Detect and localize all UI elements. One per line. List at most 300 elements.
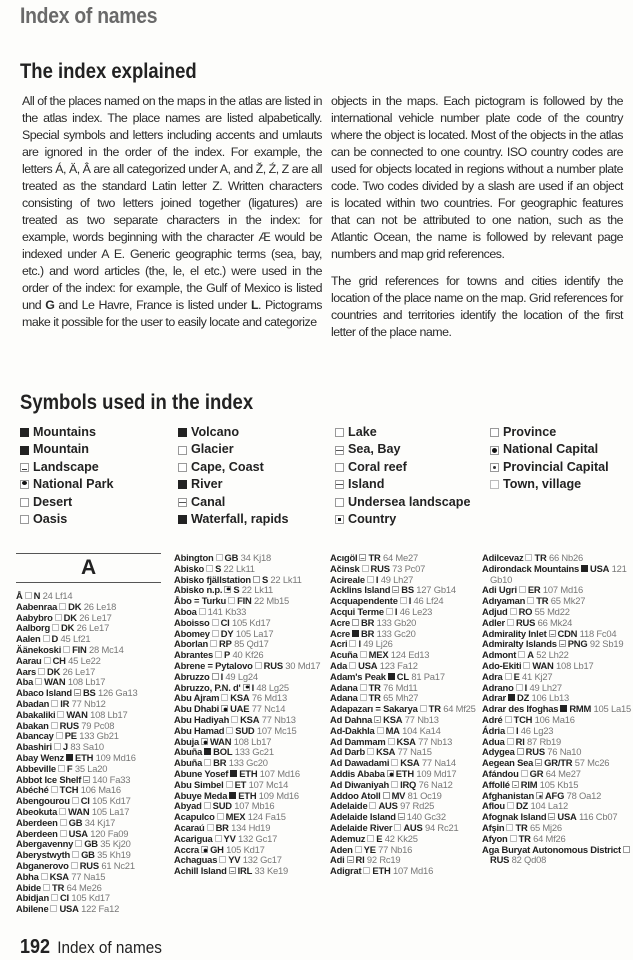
- sea-icon: [83, 776, 90, 783]
- grid-reference: 105 Kb15: [539, 778, 579, 790]
- country-code: KSA: [230, 692, 250, 704]
- entry-name: Abuja: [174, 735, 200, 747]
- grid-reference: 134 Hd19: [231, 821, 271, 833]
- desert-icon: [20, 498, 29, 507]
- country-code: I: [524, 681, 528, 693]
- symbols-column: [490, 424, 609, 494]
- country-code: TCH: [513, 713, 533, 725]
- symbol-glacier: [178, 441, 289, 458]
- country-code: BS: [401, 584, 414, 596]
- entry-name: Achill Island: [174, 865, 227, 877]
- entry-name: Abrene = Pytalovo: [174, 659, 253, 671]
- town-icon: [369, 802, 376, 809]
- entry-name: Åbo = Turku: [174, 595, 227, 607]
- symbol-town: [490, 476, 609, 493]
- country-code: BS: [82, 687, 96, 699]
- symbol-landscape: [20, 459, 114, 476]
- grid-reference: 22 Mb15: [253, 595, 290, 607]
- entry-name: Abilene: [16, 903, 49, 915]
- grid-reference: 133 Gc21: [234, 746, 274, 758]
- entry-name: Aba: [16, 676, 34, 688]
- grid-reference: 49 Lh27: [380, 573, 414, 585]
- grid-reference: 77 Nb13: [418, 735, 453, 747]
- index-letter-heading: A: [16, 553, 161, 583]
- symbol-canal: [178, 494, 289, 511]
- entry-name: Abadan: [16, 697, 50, 709]
- town-icon: [367, 748, 374, 755]
- province-icon: [352, 619, 359, 626]
- entry-name: Adjud: [482, 605, 508, 617]
- entry-name: Abisko: [174, 562, 205, 574]
- country-code: GB: [68, 816, 83, 828]
- entry-name: Ad Darb: [330, 746, 366, 758]
- symbol-label: Province: [503, 425, 557, 439]
- country-code: RUS: [515, 616, 536, 628]
- symbol-label: Lake: [348, 425, 377, 439]
- grid-reference: 65 Mk27: [550, 595, 586, 607]
- island-icon: [347, 856, 354, 863]
- country-code: S: [215, 562, 222, 574]
- grid-reference: 82 Qd08: [511, 854, 547, 866]
- symbol-label: Desert: [33, 494, 73, 509]
- town-icon: [60, 819, 67, 826]
- grid-reference: 64 Mf25: [443, 703, 476, 715]
- entry-name: Adrar des Ifoghas: [482, 703, 559, 715]
- country-code: RI: [355, 854, 365, 866]
- entry-name: Aberdeen: [16, 827, 58, 839]
- symbol-island: [335, 476, 471, 493]
- symbol-national-park: [20, 476, 114, 493]
- town-icon: [349, 662, 356, 669]
- national-capital-icon: [201, 738, 208, 745]
- entry-name: Adelaide Island: [330, 811, 396, 823]
- entry-name: Adilcevaz: [482, 552, 524, 563]
- entry-name: Acireale: [330, 573, 365, 585]
- grid-reference: 140 Gc32: [406, 811, 446, 823]
- bold-letter: G: [45, 298, 55, 312]
- symbol-label: Coral reef: [348, 459, 407, 474]
- symbol-desert: [20, 494, 114, 511]
- grid-reference: 33 Ke19: [254, 865, 289, 877]
- sea-icon: [535, 759, 542, 766]
- symbol-lake: [335, 424, 471, 441]
- entry-name: Abington: [174, 552, 214, 563]
- grid-reference: 133 Gb21: [79, 730, 119, 742]
- sea-icon: [359, 554, 366, 561]
- country-code: RUS: [79, 859, 99, 871]
- mountains-icon: [20, 428, 29, 437]
- town-icon: [217, 813, 224, 820]
- country-code: RUS: [263, 659, 283, 671]
- entry-name: Adirondack Mountains: [482, 562, 580, 574]
- entry-name: Aflou: [482, 800, 505, 812]
- grid-reference: 64 Me27: [382, 552, 419, 563]
- town-icon: [51, 786, 58, 793]
- island-icon: [392, 586, 399, 593]
- landscape-icon: [20, 463, 29, 472]
- country-code: ER: [527, 584, 541, 596]
- town-icon: [57, 711, 64, 718]
- country-code: TR: [515, 821, 528, 833]
- country-code: I: [375, 573, 379, 585]
- text: All of the places named on the maps in the atlas are listed in the atlas index. The place names are listed alpabetically. Special symbols and letters including accents and umlauts are ignored in the order of the index. For example, the letters Á, Ä, Â are all categorized under A, and Ž, Ź, Z are all treated as the standard Latin letter Z. Written characters consisting of two letters joined together (ligatures) are treated as two separate characters in the index: for example, words beginning with the character Æ would be indexed under A E. Generic geographic terms (sea, bay, etc.) and word articles (the, le, el etc.) were used in the order of the index: for example, the Gulf of Mexico is listed und: [22, 94, 322, 312]
- country-code: ETH: [75, 751, 94, 763]
- town-icon: [219, 856, 226, 863]
- country-code: UAE: [230, 703, 250, 715]
- grid-reference: 140 Fa33: [92, 773, 131, 785]
- entry-name: Abu Ajram: [174, 692, 220, 704]
- country-code: CL: [396, 670, 409, 682]
- province-icon: [623, 846, 630, 853]
- entry-name: Abomey: [174, 627, 210, 639]
- grid-reference: 77 Na14: [421, 757, 456, 769]
- grid-reference: 141 Kb33: [207, 605, 247, 617]
- grid-reference: 124 Fa15: [247, 811, 286, 823]
- grid-reference: 66 Nb26: [548, 552, 584, 563]
- town-icon: [525, 554, 532, 561]
- entry-name: Aars: [16, 665, 37, 677]
- town-icon: [71, 862, 78, 869]
- landscape-icon: [374, 716, 381, 723]
- town-icon: [72, 851, 79, 858]
- town-icon: [349, 640, 356, 647]
- symbol-label: Waterfall, rapids: [191, 512, 289, 527]
- grid-reference: 81 Pa17: [411, 670, 445, 682]
- symbol-mountain: [20, 441, 114, 458]
- country-code: TR: [428, 703, 441, 715]
- country-code: AFG: [544, 789, 565, 801]
- town-icon: [52, 624, 59, 631]
- country-code: ETH: [239, 767, 258, 779]
- grid-reference: 107 Mb16: [234, 800, 275, 812]
- town-icon: [206, 565, 213, 572]
- lake-icon: [335, 428, 344, 437]
- country-code: IR: [60, 697, 70, 709]
- country-code: CI: [59, 892, 69, 904]
- country-code: GR/TR: [544, 757, 573, 769]
- grid-reference: 83 Sa10: [70, 741, 104, 753]
- town-icon: [506, 824, 513, 831]
- entry-name: Abakaliki: [16, 708, 56, 720]
- grid-reference: 85 Qd17: [234, 638, 269, 650]
- symbol-province: [490, 424, 609, 441]
- grid-reference: 28 Mc14: [89, 643, 124, 655]
- town-icon: [60, 830, 67, 837]
- river-icon: [204, 748, 211, 755]
- entry-name: Ad-Dakhla: [330, 724, 375, 736]
- grid-reference: 104 Ka14: [402, 724, 441, 736]
- symbol-river: [178, 476, 289, 493]
- entry-name: Å: [16, 590, 23, 601]
- town-icon: [521, 770, 528, 777]
- index-column: [482, 553, 633, 866]
- town-icon: [35, 678, 42, 685]
- entry-name: Adler: [482, 616, 505, 628]
- country-code: CH: [52, 654, 66, 666]
- symbol-label: Volcano: [191, 425, 240, 439]
- entry-name: Adrano: [482, 681, 514, 693]
- entry-name: Ado-Ekiti: [482, 659, 522, 671]
- index-column: [174, 553, 327, 877]
- country-code: KSA: [383, 713, 403, 725]
- town-icon: [255, 662, 262, 669]
- grid-reference: 35 La20: [74, 762, 108, 774]
- country-code: RIM: [520, 778, 538, 790]
- mountain-icon: [388, 673, 395, 680]
- country-code: N: [33, 590, 41, 601]
- explained-paragraph: [22, 93, 322, 331]
- country-code: CI: [220, 616, 230, 628]
- town-icon: [510, 608, 517, 615]
- national-park-icon: [224, 586, 231, 593]
- town-icon: [212, 619, 219, 626]
- page-footer: [20, 936, 162, 959]
- town-icon: [391, 759, 398, 766]
- grid-reference: 107 Md16: [542, 584, 583, 596]
- country-code: TR: [518, 832, 531, 844]
- mountain-icon: [508, 694, 515, 701]
- symbol-label: River: [191, 477, 223, 492]
- entry-name: Aalborg: [16, 622, 51, 634]
- entry-name: Acarigua: [174, 832, 213, 844]
- town-icon: [51, 700, 58, 707]
- country-code: YE: [363, 843, 376, 855]
- grid-reference: 77 Nc14: [251, 703, 286, 715]
- entry-name: Abakan: [16, 719, 49, 731]
- grid-reference: 34 Kj17: [84, 816, 116, 828]
- grid-reference: 42 Kk25: [384, 832, 418, 844]
- national-capital-icon: [490, 446, 499, 455]
- entry-name: Abeokuta: [16, 805, 58, 817]
- canal-icon: [178, 498, 187, 507]
- entry-name: Abruzzo: [174, 670, 210, 682]
- country-code: RUS: [370, 562, 390, 574]
- town-icon: [228, 597, 235, 604]
- town-icon: [507, 619, 514, 626]
- town-icon: [516, 684, 523, 691]
- town-icon: [215, 835, 222, 842]
- entry-name: Ada: [330, 659, 348, 671]
- country-code: MA: [385, 724, 400, 736]
- symbol-oasis: [20, 511, 114, 528]
- grid-reference: 107 Md16: [392, 865, 434, 877]
- town-icon: [204, 802, 211, 809]
- grid-reference: 109 Md16: [258, 789, 299, 801]
- grid-reference: 22 Lk11: [241, 584, 274, 596]
- country-code: WAN: [532, 659, 554, 671]
- country-code: KSA: [240, 713, 260, 725]
- grid-reference: 65 Mj26: [529, 821, 562, 833]
- symbol-provincial-capital: [490, 459, 609, 476]
- grid-reference: 26 Le18: [83, 600, 117, 612]
- symbol-label: Town, village: [503, 477, 582, 492]
- index-column: [16, 553, 169, 915]
- grid-reference: 92 Sb19: [589, 638, 624, 650]
- entry-name: Admiralty Islands: [482, 638, 557, 650]
- entry-name: Afşin: [482, 821, 505, 833]
- grid-reference: 46 Lf24: [413, 595, 444, 607]
- explained-right-column: [331, 93, 623, 351]
- country-code: F: [66, 762, 73, 774]
- entry-name: Ad Dahna: [330, 713, 373, 725]
- country-code: TR: [368, 552, 381, 563]
- town-icon: [386, 608, 393, 615]
- river-icon: [352, 630, 359, 637]
- grid-reference: 49 Lh27: [529, 681, 562, 693]
- entry-name: Abrantes: [174, 649, 214, 661]
- town-icon: [59, 603, 66, 610]
- town-icon: [355, 846, 362, 853]
- town-icon: [367, 576, 374, 583]
- grid-reference: 132 Gc17: [238, 832, 278, 844]
- country-code: DK: [63, 611, 77, 623]
- country-code: I: [251, 681, 254, 693]
- national-capital-icon: [221, 705, 228, 712]
- grid-reference: 133 Gc20: [376, 627, 416, 639]
- entry-name: Abbeville: [16, 762, 56, 774]
- grid-reference: 61 Nc21: [101, 859, 135, 871]
- bold-letter: L: [250, 298, 259, 312]
- country-code: I: [394, 605, 398, 617]
- country-code: ETH: [395, 767, 414, 779]
- symbol-label: Country: [348, 512, 397, 527]
- symbol-label: Provincial Capital: [503, 459, 609, 474]
- symbol-label: Cape, Coast: [191, 459, 264, 474]
- town-icon: [207, 824, 214, 831]
- mountain-icon: [20, 446, 29, 455]
- grid-reference: 22 Lk11: [223, 562, 255, 574]
- entry-name: Adrar: [482, 692, 507, 704]
- grid-reference: 123 Fa12: [379, 659, 418, 671]
- entry-name: Abganerovo: [16, 859, 69, 871]
- town-icon: [72, 797, 79, 804]
- symbol-label: Undersea landscape: [348, 494, 471, 509]
- country-code: MEX: [368, 649, 389, 661]
- country-code: ET: [234, 778, 247, 790]
- entry-name: Acri: [330, 638, 348, 650]
- country-code: YV: [223, 832, 236, 844]
- entry-name: Ádria: [482, 724, 505, 736]
- symbol-mountains: [20, 424, 114, 441]
- grid-reference: 76 Na12: [418, 778, 453, 790]
- entry-name: Afognak Island: [482, 811, 547, 823]
- town-icon: [360, 694, 367, 701]
- town-icon: [59, 808, 66, 815]
- undersea-icon: [335, 498, 344, 507]
- entry-name: Achaguas: [174, 854, 218, 866]
- grid-reference: 64 Me26: [66, 881, 102, 893]
- symbol-label: Island: [348, 477, 385, 492]
- town-icon: [507, 802, 514, 809]
- country-code: KSA: [376, 746, 396, 758]
- grid-reference: 77 Nb13: [261, 713, 296, 725]
- symbol-label: National Park: [33, 477, 114, 492]
- national-park-icon: [20, 480, 29, 489]
- symbol-label: Mountain: [33, 442, 89, 457]
- country-code: D: [51, 633, 59, 645]
- town-icon: [377, 727, 384, 734]
- symbols-column: [178, 424, 289, 528]
- country-code: TR: [534, 552, 547, 563]
- entry-name: Abu Dhabi: [174, 703, 220, 715]
- country-code: USA: [557, 811, 577, 823]
- grid-reference: 106 Ma16: [534, 713, 575, 725]
- country-code: RMM: [569, 703, 592, 715]
- country-code: FIN: [237, 595, 252, 607]
- entry-name: Abergavenny: [16, 838, 74, 850]
- country-code: A: [527, 649, 534, 661]
- province-icon: [490, 428, 499, 437]
- grid-reference: 105 La17: [91, 805, 130, 817]
- entry-name: Acklins Island: [330, 584, 391, 596]
- country-code: WAN: [66, 708, 88, 720]
- grid-reference: 109 Md17: [416, 767, 457, 779]
- grid-reference: 120 Fa09: [90, 827, 129, 839]
- town-icon: [43, 884, 50, 891]
- country-code: PE: [64, 730, 77, 742]
- grid-reference: 26 Le17: [76, 622, 110, 634]
- grid-reference: 77 Nb16: [378, 843, 413, 855]
- town-icon: [44, 657, 51, 664]
- glacier-icon: [178, 446, 187, 455]
- country-code: SUD: [212, 800, 232, 812]
- entry-name: Abu Hadiyah: [174, 713, 230, 725]
- country-code: WAN: [210, 735, 232, 747]
- grid-reference: 87 Rb19: [527, 735, 562, 747]
- grid-reference: 108 Lb17: [90, 708, 128, 720]
- entry-name: Acıgöl: [330, 552, 358, 563]
- country-code: KSA: [400, 757, 420, 769]
- entry-name: Adigrat: [330, 865, 362, 877]
- town-icon: [360, 651, 367, 658]
- entry-name: Adi: [330, 854, 345, 866]
- index-entry: [482, 661, 633, 672]
- symbol-label: Mountains: [33, 425, 96, 439]
- country-code: GR: [529, 767, 544, 779]
- symbol-sea: [335, 441, 471, 458]
- grid-reference: 121 Gb10: [490, 562, 627, 585]
- grid-reference: 107 Mc14: [248, 778, 289, 790]
- entry-name: Accra: [174, 843, 200, 855]
- country-code: ETH: [372, 865, 391, 877]
- entry-name: Acqui Terme: [330, 605, 384, 617]
- grid-reference: 22 Lk11: [270, 573, 302, 585]
- entry-name: Abide: [16, 881, 42, 893]
- mountain-icon: [230, 770, 237, 777]
- grid-reference: 30 Md17: [285, 659, 321, 671]
- grid-reference: 94 Rc21: [424, 821, 459, 833]
- town-icon: [199, 608, 206, 615]
- entry-name: Adra: [482, 670, 503, 682]
- town-icon: [391, 781, 398, 788]
- town-icon: [226, 781, 233, 788]
- town-icon: [507, 738, 514, 745]
- country-code: DY: [220, 627, 234, 639]
- entry-name: Aalen: [16, 633, 41, 645]
- symbol-label: Landscape: [33, 459, 99, 474]
- country-code: RI: [515, 735, 525, 747]
- town-icon: [51, 722, 58, 729]
- symbol-label: Canal: [191, 494, 226, 509]
- index-entry: [174, 866, 327, 877]
- entry-name: Aboa: [174, 605, 197, 617]
- entry-name: Acaraú: [174, 821, 205, 833]
- country-icon: [536, 792, 543, 799]
- country-code: J: [62, 741, 68, 753]
- town-icon: [505, 716, 512, 723]
- town-icon: [388, 738, 395, 745]
- entry-name: Abuña: [174, 757, 203, 769]
